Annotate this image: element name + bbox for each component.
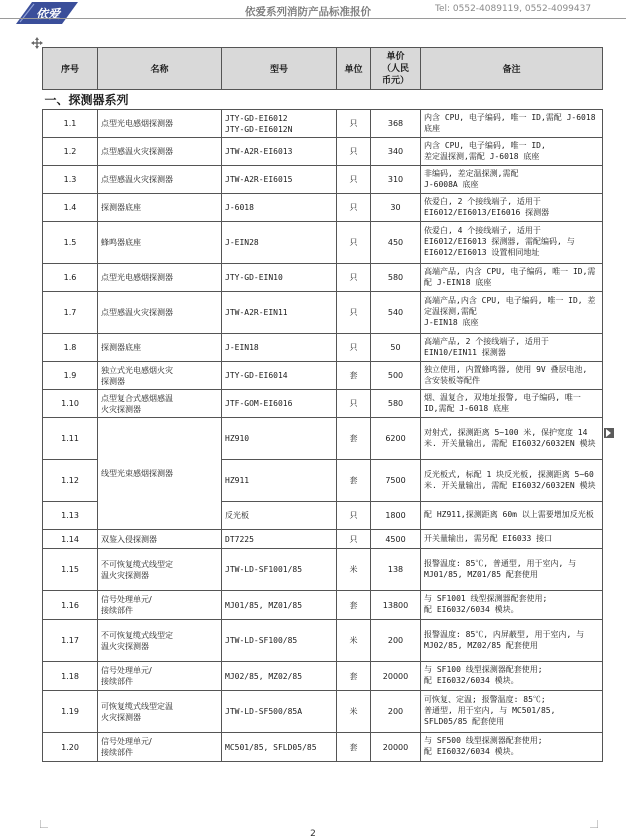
item-remark <box>421 502 603 530</box>
table-row <box>43 591 603 620</box>
row-number: 1.3 <box>43 166 98 194</box>
item-remark <box>421 194 603 222</box>
item-name-line: 点型复合式感烟感温 <box>101 393 173 403</box>
table-row <box>43 620 603 662</box>
item-unit: 套 <box>337 591 371 620</box>
contact-phone: Tel: 0552-4089119, 0552-4099437 <box>435 4 592 14</box>
item-name <box>98 418 222 530</box>
item-name <box>98 691 222 733</box>
item-remark-line: J-EIN18 底座 <box>424 317 479 327</box>
item-model <box>222 620 337 662</box>
item-remark-line: 非编码, 差定温探测,需配 <box>424 168 519 178</box>
item-name <box>98 292 222 334</box>
item-remark <box>421 390 603 418</box>
item-remark-line: 与 SF100 线型探测器配套使用; <box>424 665 543 675</box>
item-price: 200 <box>371 691 421 733</box>
item-price: 368 <box>371 110 421 138</box>
item-name <box>98 334 222 362</box>
item-model-line: J-6018 <box>225 203 254 212</box>
item-name-line: 接续部件 <box>101 748 133 757</box>
item-price: 450 <box>371 222 421 264</box>
item-price: 310 <box>371 166 421 194</box>
item-name-line: 不可恢复缆式线型定 <box>101 559 173 569</box>
item-model-line: MJ02/85, MZ02/85 <box>225 671 303 681</box>
item-remark-line: 内含 CPU, 电子编码, 唯一 ID, <box>424 140 546 150</box>
item-name-line: 线型光束感烟探测器 <box>101 469 173 478</box>
table-row <box>43 390 603 418</box>
item-name-line: 探测器 <box>101 376 125 386</box>
section-row <box>43 90 603 110</box>
item-remark-line: 高端产品, 2 个接线端子, 适用于 EIN10/EIN11 探测器 <box>424 336 549 357</box>
table-row <box>43 733 603 762</box>
table-row <box>43 418 603 460</box>
item-remark-line: 对射式, 探测距离 5~100 米, 保护宽度 14 米. 开关量输出, 需配 EI6032/6032EN 模块 <box>424 427 596 448</box>
item-remark-line: 反光板式, 标配 1 块反光板, 探测距离 5~60 米. 开关量输出, 需配 EI6032/6032EN 模块 <box>424 469 596 490</box>
col-header-price <box>371 48 421 90</box>
col-header-name: 名称 <box>98 48 222 90</box>
item-remark <box>421 110 603 138</box>
row-number: 1.5 <box>43 222 98 264</box>
svg-text:依爱: 依爱 <box>36 7 61 21</box>
item-price: 200 <box>371 620 421 662</box>
item-unit: 只 <box>337 502 371 530</box>
crop-mark-icon <box>40 820 48 828</box>
col-header-remark: 备注 <box>421 48 603 90</box>
header-divider <box>0 18 626 19</box>
table-row <box>43 691 603 733</box>
item-name-line: 不可恢复缆式线型定 <box>101 630 173 640</box>
item-model-line: JTW-A2R-EI6013 <box>225 147 293 156</box>
item-model <box>222 691 337 733</box>
item-name-line: 信号处理单元/ <box>101 595 152 604</box>
item-remark-line: 差定温探测,需配 J-6018 底座 <box>424 151 540 161</box>
price-header-line: （人民 <box>381 63 409 74</box>
section-title: 一、探测器系列 <box>43 90 603 110</box>
item-unit: 只 <box>337 166 371 194</box>
item-remark <box>421 138 603 166</box>
item-model <box>222 502 337 530</box>
item-name <box>98 733 222 762</box>
row-number: 1.7 <box>43 292 98 334</box>
table-row <box>43 138 603 166</box>
item-model-line: JTF-GOM-EI6016 <box>225 399 293 408</box>
item-model <box>222 334 337 362</box>
item-unit: 只 <box>337 264 371 292</box>
col-header-model: 型号 <box>222 48 337 90</box>
item-model-line: MJ01/85, MZ01/85 <box>225 600 303 610</box>
table-row <box>43 549 603 591</box>
row-number: 1.13 <box>43 502 98 530</box>
item-model <box>222 110 337 138</box>
item-name <box>98 110 222 138</box>
item-unit: 只 <box>337 222 371 264</box>
item-price: 30 <box>371 194 421 222</box>
item-price: 1800 <box>371 502 421 530</box>
item-remark <box>421 662 603 691</box>
item-name <box>98 222 222 264</box>
item-name-line: 点型光电感烟探测器 <box>101 273 173 282</box>
row-number: 1.1 <box>43 110 98 138</box>
item-name-line: 蜂鸣器底座 <box>101 238 141 247</box>
item-name-line: 信号处理单元/ <box>101 737 152 746</box>
item-unit: 套 <box>337 460 371 502</box>
row-number: 1.6 <box>43 264 98 292</box>
item-model-line: JTW-A2R-EI6015 <box>225 175 293 184</box>
row-number: 1.12 <box>43 460 98 502</box>
item-model <box>222 222 337 264</box>
item-name <box>98 138 222 166</box>
item-price: 7500 <box>371 460 421 502</box>
item-name <box>98 530 222 549</box>
item-unit: 米 <box>337 620 371 662</box>
item-remark-line: SFLD05/85 配套使用 <box>424 716 505 726</box>
row-number: 1.10 <box>43 390 98 418</box>
item-unit: 只 <box>337 334 371 362</box>
item-price: 6200 <box>371 418 421 460</box>
item-remark-line: 高端产品, 内含 CPU, 电子编码, 唯一 ID,需配 J-EIN18 底座 <box>424 266 596 287</box>
item-remark <box>421 530 603 549</box>
item-unit: 只 <box>337 194 371 222</box>
item-remark-line: 普通型, 用于室内, 与 MC501/85, <box>424 706 556 716</box>
table-row <box>43 334 603 362</box>
table-header-row <box>43 48 603 90</box>
item-remark-line: 配 EI6032/6034 模块。 <box>424 605 519 614</box>
item-remark-line: 报警温度: 85℃, 内屏蔽型, 用于室内, 与 MJ02/85, MZ02/85 配套使用 <box>424 629 585 650</box>
item-unit: 只 <box>337 110 371 138</box>
item-name <box>98 662 222 691</box>
item-remark-line: 依爱白, 2 个接线端子, 适用于 EI6012/EI6013/EI6016 探测器 <box>424 196 550 217</box>
row-number: 1.9 <box>43 362 98 390</box>
item-remark-line: 依爱白, 4 个接线端子, 适用于 EI6012/EI6013 探测器, 需配编码, 与 EI6012/EI6013 设置相同地址 <box>424 226 575 257</box>
item-name <box>98 591 222 620</box>
item-name-line: 双鉴入侵探测器 <box>101 534 157 544</box>
item-name <box>98 166 222 194</box>
row-number: 1.15 <box>43 549 98 591</box>
item-name-line: 信号处理单元/ <box>101 666 152 675</box>
item-model-line: JTY-GD-EIN10 <box>225 273 283 282</box>
item-remark-line: 内含 CPU, 电子编码, 唯一 ID,需配 J-6018 底座 <box>424 112 596 133</box>
item-model-line: JTY-GD-EI6012N <box>225 124 293 134</box>
item-model <box>222 362 337 390</box>
item-unit: 套 <box>337 362 371 390</box>
item-price: 500 <box>371 362 421 390</box>
item-remark-line: 与 SF1001 线型探测器配套使用; <box>424 594 548 604</box>
item-model-line: J-EIN18 <box>225 343 259 352</box>
item-model-line: 反光板 <box>225 511 249 520</box>
item-model <box>222 460 337 502</box>
table-row <box>43 662 603 691</box>
item-remark-line: 配 EI6032/6034 模块。 <box>424 676 519 685</box>
item-remark <box>421 222 603 264</box>
item-remark <box>421 418 603 460</box>
row-number: 1.17 <box>43 620 98 662</box>
item-price: 4500 <box>371 530 421 549</box>
item-model <box>222 662 337 691</box>
item-model <box>222 591 337 620</box>
item-unit: 只 <box>337 390 371 418</box>
item-unit: 只 <box>337 292 371 334</box>
item-name-line: 火灾探测器 <box>101 404 141 414</box>
item-model-line: DT7225 <box>225 534 254 544</box>
item-model-line: J-EIN28 <box>225 238 259 247</box>
item-model-line: JTW-LD-SF100/85 <box>225 636 298 645</box>
item-price: 580 <box>371 264 421 292</box>
item-remark-line: 独立使用, 内置蜂鸣器, 使用 9V 叠层电池, 含安装板等配件 <box>424 364 588 385</box>
item-name <box>98 264 222 292</box>
item-model <box>222 292 337 334</box>
expand-arrow-icon[interactable] <box>604 428 614 438</box>
item-model <box>222 194 337 222</box>
item-name-line: 温火灾探测器 <box>101 570 149 580</box>
item-remark <box>421 334 603 362</box>
item-unit: 只 <box>337 530 371 549</box>
item-name-line: 探测器底座 <box>101 203 141 212</box>
item-name-line: 火灾探测器 <box>101 712 141 722</box>
item-model-line: JTW-A2R-EIN11 <box>225 308 288 317</box>
item-name-line: 接续部件 <box>101 677 133 686</box>
item-remark-line: 配 HZ911,探测距离 60m 以上需要增加反光板 <box>424 510 594 520</box>
item-name-line: 点型感温火灾探测器 <box>101 308 173 317</box>
table-row <box>43 530 603 549</box>
item-remark <box>421 620 603 662</box>
item-model-line: MC501/85, SFLD05/85 <box>225 742 317 752</box>
item-price: 138 <box>371 549 421 591</box>
item-remark <box>421 166 603 194</box>
col-header-no: 序号 <box>43 48 98 90</box>
col-header-unit: 单位 <box>337 48 371 90</box>
table-row <box>43 110 603 138</box>
row-number: 1.2 <box>43 138 98 166</box>
item-remark <box>421 733 603 762</box>
item-name <box>98 549 222 591</box>
item-name <box>98 390 222 418</box>
item-name-line: 温火灾探测器 <box>101 641 149 651</box>
item-name <box>98 362 222 390</box>
item-model <box>222 166 337 194</box>
item-remark <box>421 460 603 502</box>
item-name-line: 接续部件 <box>101 606 133 615</box>
item-model-line: JTW-LD-SF500/85A <box>225 707 303 716</box>
item-price: 20000 <box>371 662 421 691</box>
item-name-line: 点型感温火灾探测器 <box>101 175 173 184</box>
item-model-line: JTY-GD-EI6012 <box>225 113 288 123</box>
item-name-line: 探测器底座 <box>101 343 141 352</box>
price-header-line: 币元） <box>381 75 409 86</box>
item-remark <box>421 292 603 334</box>
item-unit: 只 <box>337 138 371 166</box>
item-remark <box>421 691 603 733</box>
item-name-line: 可恢复缆式线型定温 <box>101 701 173 711</box>
item-model <box>222 530 337 549</box>
item-model-line: HZ911 <box>225 476 250 485</box>
item-price: 340 <box>371 138 421 166</box>
item-model-line: JTW-LD-SF1001/85 <box>225 565 303 574</box>
item-model <box>222 138 337 166</box>
table-move-handle-icon[interactable] <box>31 34 43 46</box>
item-remark <box>421 362 603 390</box>
item-name-line: 独立式光电感烟火灾 <box>101 365 173 375</box>
price-table <box>42 47 603 762</box>
row-number: 1.14 <box>43 530 98 549</box>
item-price: 50 <box>371 334 421 362</box>
price-header-line: 单价 <box>386 51 405 62</box>
table-row <box>43 264 603 292</box>
item-model-line: HZ910 <box>225 434 250 443</box>
item-remark-line: 可恢复、定温; 报警温度: 85℃; <box>424 695 546 705</box>
page-number: 2 <box>310 829 316 839</box>
item-price: 20000 <box>371 733 421 762</box>
item-name-line: 点型感温火灾探测器 <box>101 147 173 156</box>
item-unit: 套 <box>337 418 371 460</box>
item-model <box>222 390 337 418</box>
row-number: 1.11 <box>43 418 98 460</box>
document-header-title: 依爱系列消防产品标准报价 <box>245 6 371 18</box>
row-number: 1.20 <box>43 733 98 762</box>
table-row <box>43 292 603 334</box>
item-remark-line: 高端产品,内含 CPU, 电子编码, 唯一 ID, 差定温探测,需配 <box>424 296 596 317</box>
item-model <box>222 549 337 591</box>
item-model-line: JTY-GD-EI6014 <box>225 371 288 380</box>
row-number: 1.8 <box>43 334 98 362</box>
item-name <box>98 620 222 662</box>
row-number: 1.19 <box>43 691 98 733</box>
item-price: 13800 <box>371 591 421 620</box>
row-number: 1.16 <box>43 591 98 620</box>
table-row <box>43 194 603 222</box>
item-remark <box>421 264 603 292</box>
row-number: 1.18 <box>43 662 98 691</box>
table-row <box>43 362 603 390</box>
item-price: 540 <box>371 292 421 334</box>
item-unit: 米 <box>337 549 371 591</box>
item-remark-line: 开关量输出, 需另配 EI6033 接口 <box>424 533 553 543</box>
item-remark <box>421 591 603 620</box>
item-price: 580 <box>371 390 421 418</box>
item-name <box>98 194 222 222</box>
item-unit: 米 <box>337 691 371 733</box>
item-model <box>222 418 337 460</box>
company-logo <box>12 0 82 26</box>
table-row <box>43 222 603 264</box>
item-name-line: 点型光电感烟探测器 <box>101 119 173 128</box>
item-unit: 套 <box>337 733 371 762</box>
crop-mark-icon <box>590 820 598 828</box>
item-remark-line: 烟、温复合, 双地址报警, 电子编码, 唯一 ID,需配 J-6018 底座 <box>424 392 581 413</box>
item-remark <box>421 549 603 591</box>
item-model <box>222 264 337 292</box>
item-remark-line: 配 EI6032/6034 模块。 <box>424 747 519 756</box>
item-unit: 套 <box>337 662 371 691</box>
row-number: 1.4 <box>43 194 98 222</box>
item-remark-line: J-6008A 底座 <box>424 179 479 189</box>
item-model <box>222 733 337 762</box>
item-remark-line: 与 SF500 线型探测器配套使用; <box>424 736 543 746</box>
table-row <box>43 166 603 194</box>
item-remark-line: 报警温度: 85℃, 普通型, 用于室内, 与 MJ01/85, MZ01/85 配套使用 <box>424 558 577 579</box>
